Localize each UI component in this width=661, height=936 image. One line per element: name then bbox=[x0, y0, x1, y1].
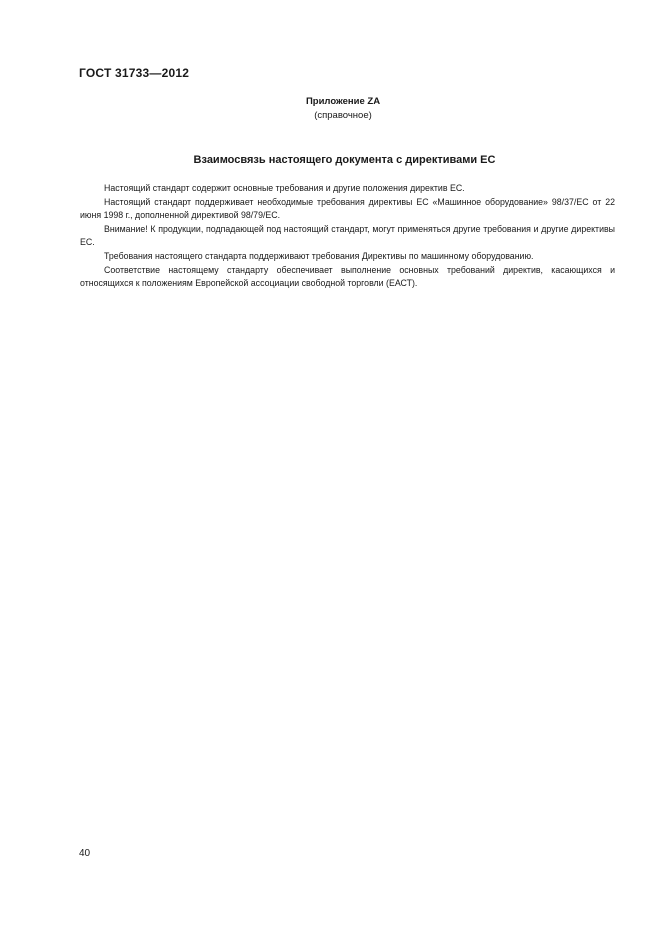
paragraph: Настоящий стандарт поддерживает необходимые требования директивы ЕС «Машинное оборудование» 98/37/ЕС от 22 июня 1998 г., дополненной директивой 98/79/ЕС. bbox=[80, 196, 615, 221]
paragraph: Внимание! К продукции, подпадающей под настоящий стандарт, могут применяться другие требования и другие директивы ЕС. bbox=[80, 223, 615, 248]
paragraph: Требования настоящего стандарта поддерживают требования Директивы по машинному оборудованию. bbox=[104, 250, 534, 261]
annex-heading bbox=[0, 95, 661, 123]
paragraph: Настоящий стандарт содержит основные требования и другие положения директив ЕС. bbox=[104, 183, 465, 193]
annex-type: (справочное) bbox=[314, 110, 372, 121]
annex-title: Приложение ZA bbox=[305, 96, 381, 107]
paragraph: Соответствие настоящему стандарту обеспечивает выполнение основных требований директив, касающихся и относящихся к положениям Европейской ассоциации свободной торговли (ЕАСТ). bbox=[80, 264, 615, 289]
document-title: Взаимосвязь настоящего документа с директивами ЕС bbox=[193, 154, 496, 166]
body-text bbox=[80, 182, 615, 291]
page-number: 40 bbox=[79, 848, 91, 859]
standard-number-header: ГОСТ 31733—2012 bbox=[79, 66, 190, 80]
